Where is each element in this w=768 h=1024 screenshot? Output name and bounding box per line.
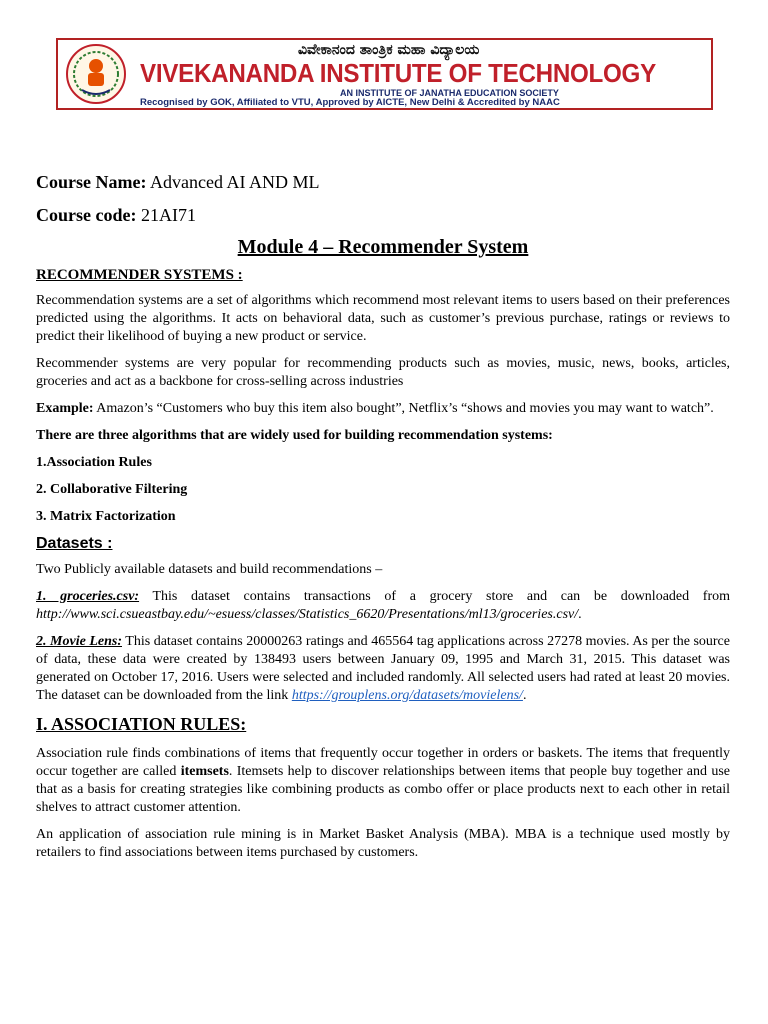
datasets-heading: Datasets : — [36, 535, 113, 552]
document-body — [36, 170, 730, 871]
course-code-line — [36, 203, 730, 227]
algorithm-item: 2. Collaborative Filtering — [36, 482, 188, 497]
association-text-a: Association rule finds combinations of items that frequently occur together in orders or baskets. The items that frequently occur together are called — [36, 746, 730, 779]
course-name-line — [36, 170, 730, 194]
recommender-paragraph-1: Recommendation systems are a set of algorithms which recommend most relevant items to users based on their preferences predicted using the algorithms. It acts on behavioral data, such as customer’s previous purchase, ratings or reviews to predict their likelihood of buying a new product or service. — [36, 293, 730, 344]
kannada-title: ವಿವೇಕಾನಂದ ತಾಂತ್ರಿಕ ಮಹಾ ವಿದ್ಯಾಲಯ — [298, 42, 480, 58]
institute-subtitle: AN INSTITUTE OF JANATHA EDUCATION SOCIETY — [340, 88, 559, 98]
course-name-value: Advanced AI AND ML — [146, 172, 320, 192]
movielens-paragraph — [36, 633, 730, 705]
groceries-url: http://www.sci.csueastbay.edu/~esuess/classes/Statistics_6620/Presentations/ml13/groceries.csv/ — [36, 607, 579, 622]
example-text: Amazon’s “Customers who buy this item also bought”, Netflix’s “shows and movies you may want to watch”. — [93, 401, 714, 416]
movielens-label: 2. Movie Lens: — [36, 634, 122, 649]
association-paragraph-2: An application of association rule mining is in Market Basket Analysis (MBA). MBA is a technique used mostly by retailers to find associations between items purchased by customers. — [36, 827, 730, 860]
algorithm-item: 3. Matrix Factorization — [36, 509, 176, 524]
institute-logo — [62, 42, 130, 106]
example-label: Example: — [36, 401, 94, 416]
example-paragraph — [36, 400, 730, 418]
module-title: Module 4 – Recommender System — [237, 236, 529, 258]
course-name-label: Course Name: — [36, 172, 147, 192]
itemsets-term: itemsets — [180, 764, 229, 779]
movielens-text: This dataset contains 20000263 ratings and 465564 tag applications across 27278 movies. As per the source of data, these data were created by 138493 users between January 09, 1995 and March 31, 2015. This dataset was generated on October 17, 2016. Users were selected and included randomly. All selected users had rated at least 20 movies. The dataset can be downloaded from the link — [36, 634, 730, 703]
movielens-link[interactable]: https://grouplens.org/datasets/movielens/ — [291, 688, 523, 703]
course-code-label: Course code: — [36, 205, 137, 225]
institute-recognition: Recognised by GOK, Affiliated to VTU, Approved by AICTE, New Delhi & Accredited by NAAC — [140, 97, 560, 108]
movielens-end: . — [522, 688, 527, 703]
recommender-paragraph-2: Recommender systems are very popular for recommending products such as movies, music, news, books, articles, groceries and act as a backbone for cross-selling across industries — [36, 356, 730, 389]
datasets-intro: Two Publicly available datasets and build recommendations – — [36, 562, 383, 577]
groceries-label: 1. groceries.csv: — [36, 589, 140, 604]
association-text-b: . Itemsets help to discover relationships between items that people buy together and use that as a basis for creating strategies like combining products as combo offer or place products next to each other in retail shelves to attract customer attention. — [36, 764, 730, 815]
course-code-value: 21AI71 — [136, 205, 196, 225]
institute-banner — [56, 38, 713, 110]
association-paragraph-1 — [36, 745, 730, 817]
algorithms-intro: There are three algorithms that are widely used for building recommendation systems: — [36, 428, 553, 443]
groceries-text: This dataset contains transactions of a grocery store and can be downloaded from — [139, 589, 730, 604]
groceries-end: . — [578, 607, 582, 622]
algorithm-item: 1.Association Rules — [36, 455, 152, 470]
institute-name: VIVEKANANDA INSTITUTE OF TECHNOLOGY — [140, 58, 656, 88]
association-heading: I. ASSOCIATION RULES: — [36, 714, 247, 734]
recommender-heading: RECOMMENDER SYSTEMS : — [36, 267, 243, 283]
groceries-paragraph — [36, 588, 730, 624]
